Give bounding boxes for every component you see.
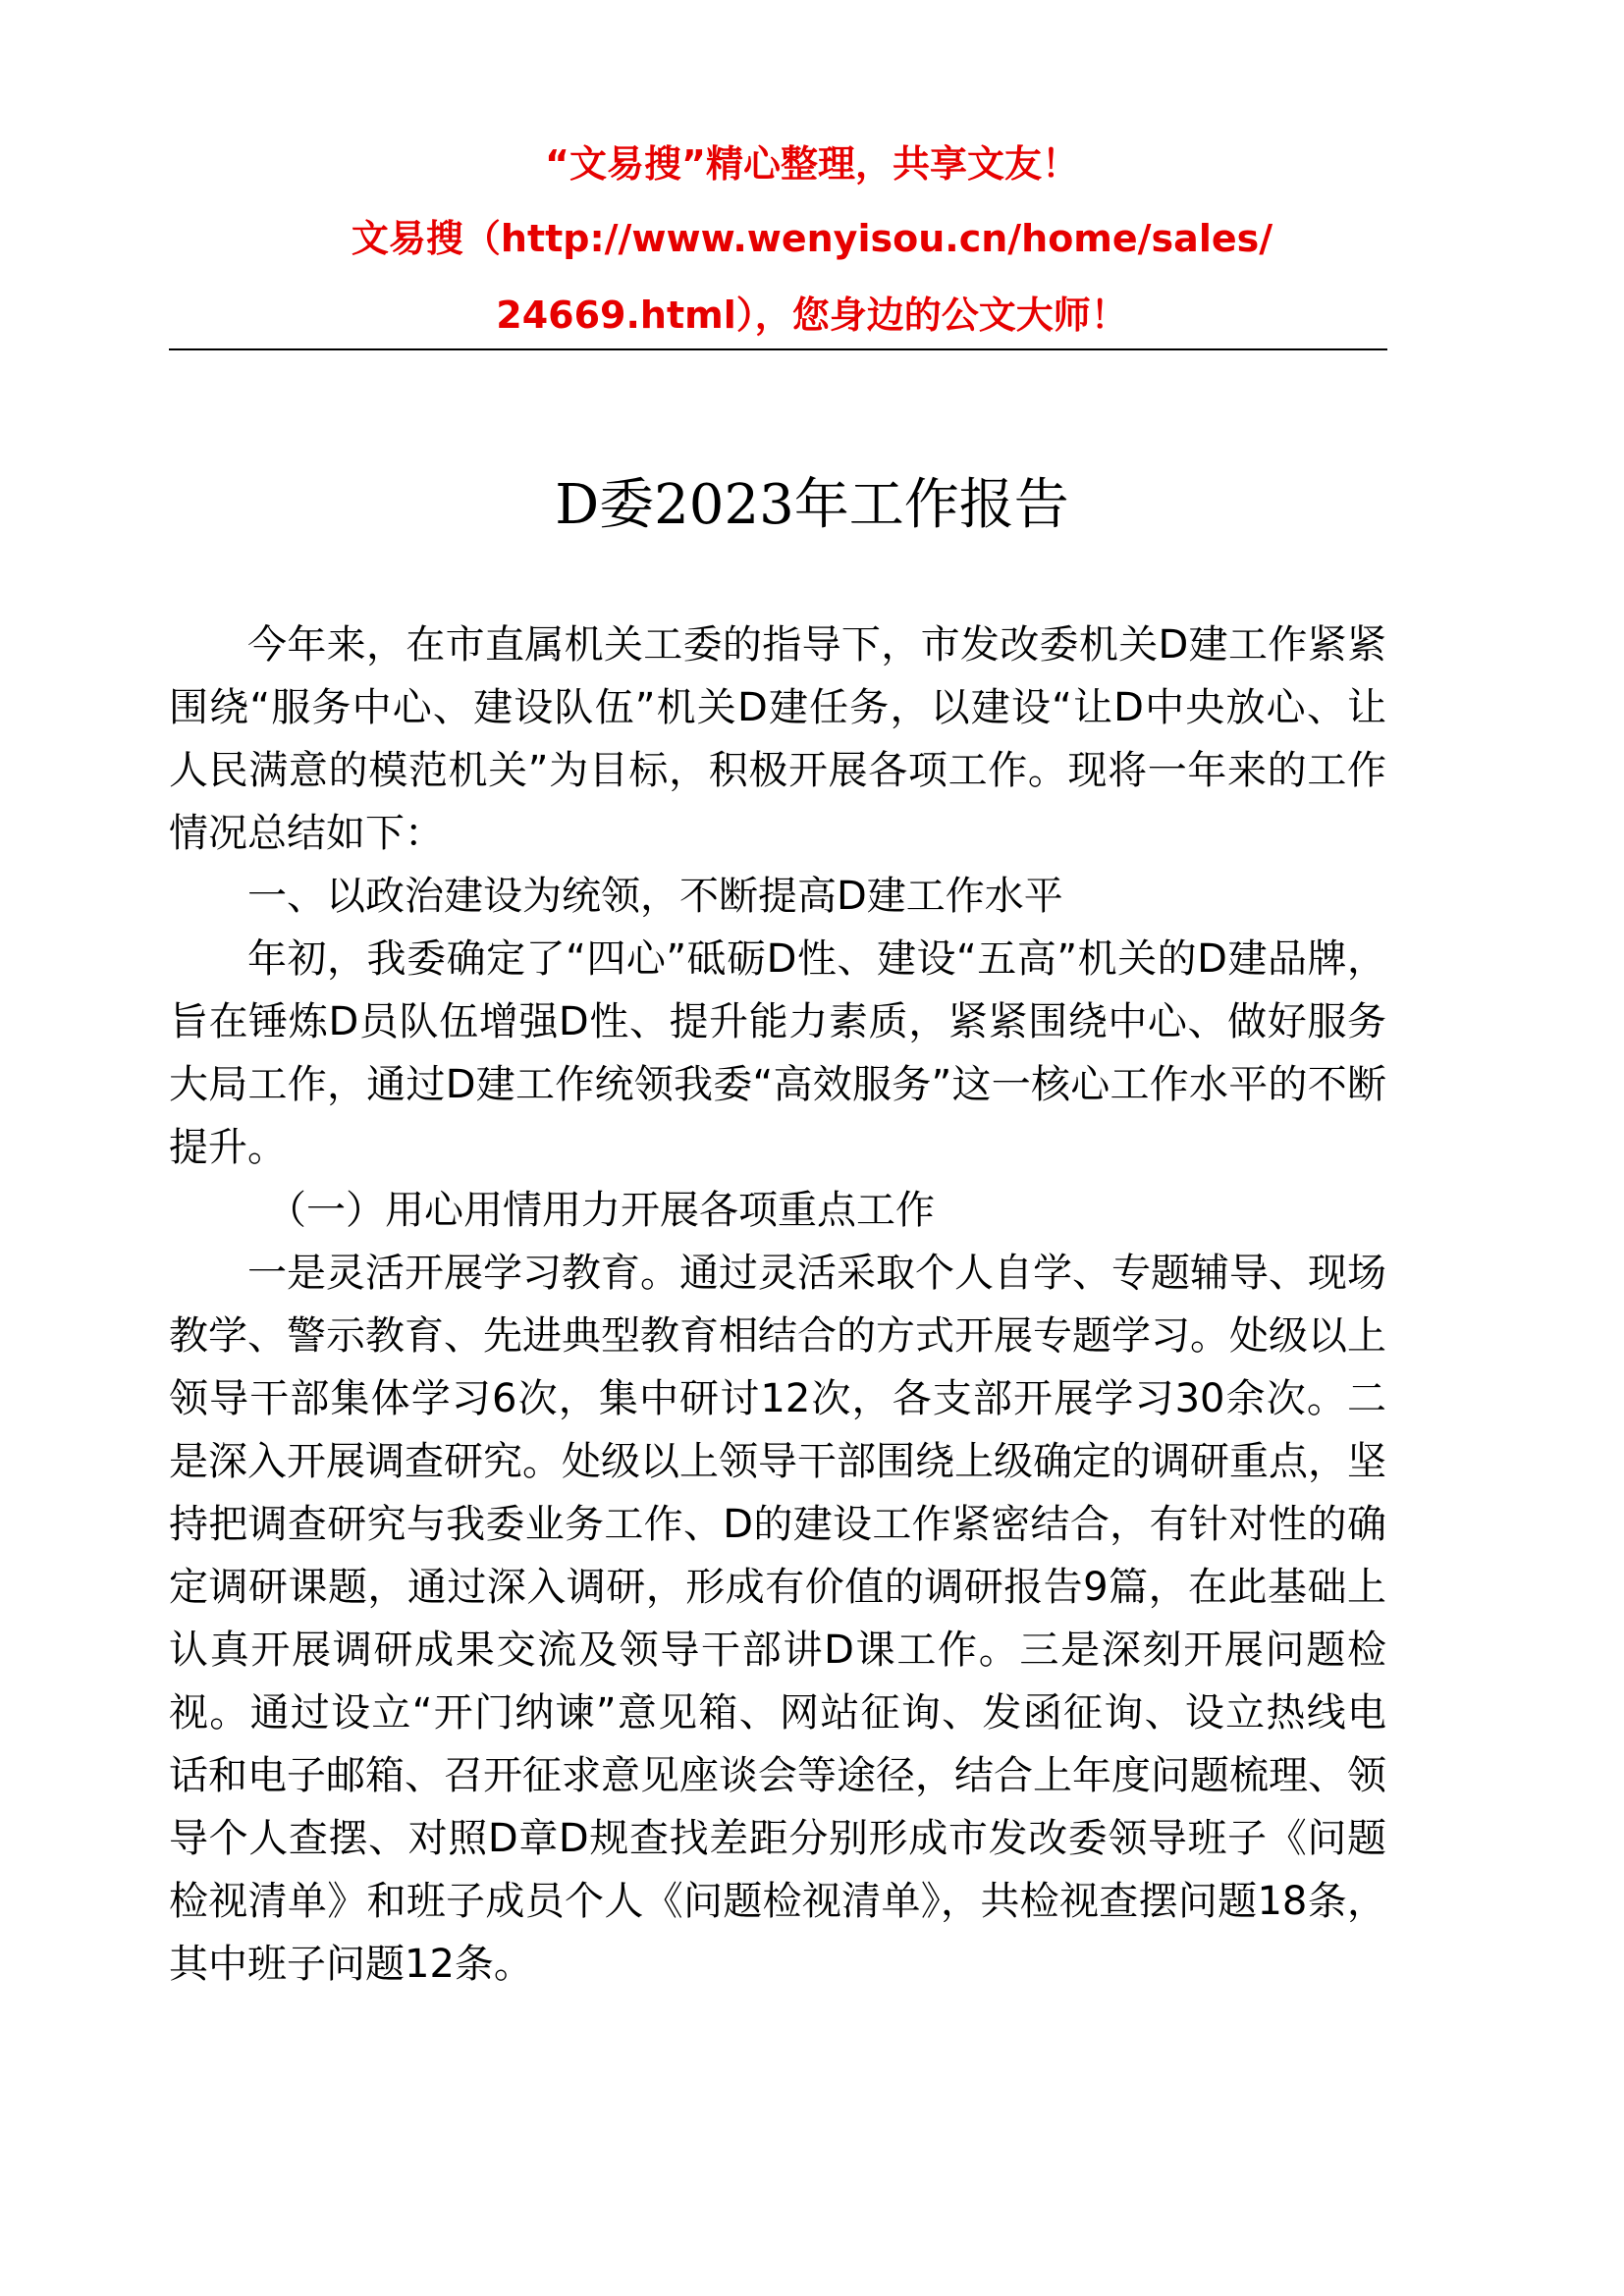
body-paragraph: 一是灵活开展学习教育。通过灵活采取个人自学、专题辅导、现场教学、警示教育、先进典型教育相结合的方式开展专题学习。处级以上领导干部集体学习6次，集中研讨12次，各支部开展学习30余次。二是深入开展调查研究。处级以上领导干部围绕上级确定的调研重点，坚持把调查研究与我委业务工作、D的建设工作紧密结合，有针对性的确定调研课题，通过深入调研，形成有价值的调研报告9篇，在此基础上认真开展调研成果交流及领导干部讲D课工作。三是深刻开展问题检视。通过设立“开门纳谏”意见箱、网站征询、发函征询、设立热线电话和电子邮箱、召开征求意见座谈会等途径，结合上年度问题梳理、领导个人查摆、对照D章D规查找差距分别形成市发改委领导班子《问题检视清单》和班子成员个人《问题检视清单》，共检视查摆问题18条，其中班子问题12条。: [169, 1251, 1386, 1987]
section-heading-1: 一、以政治建设为统领，不断提高D建工作水平: [247, 874, 1063, 919]
body-paragraph: 年初，我委确定了“四心”砥砺D性、建设“五高”机关的D建品牌，旨在锤炼D员队伍增强D性、提升能力素质，紧紧围绕中心、做好服务大局工作，通过D建工作统领我委“高效服务”这一核心工作水平的不断提升。: [169, 936, 1386, 1170]
document-body: [169, 614, 1386, 1996]
promo-line-1: “文易搜”精心整理，共享文友！: [545, 142, 1079, 186]
promo-line-2: 文易搜（http://www.wenyisou.cn/home/sales/: [351, 217, 1273, 260]
header-divider: [169, 348, 1387, 350]
subsection-heading-1: （一）用心用情用力开展各项重点工作: [267, 1188, 935, 1233]
intro-paragraph: 今年来，在市直属机关工委的指导下，市发改委机关D建工作紧紧围绕“服务中心、建设队伍”机关D建任务，以建设“让D中央放心、让人民满意的模范机关”为目标，积极开展各项工作。现将一年来的工作情况总结如下：: [169, 622, 1386, 856]
document-title: D委2023年工作报告: [555, 473, 1069, 537]
promo-line-3: 24669.html），您身边的公文大师！: [496, 294, 1128, 337]
